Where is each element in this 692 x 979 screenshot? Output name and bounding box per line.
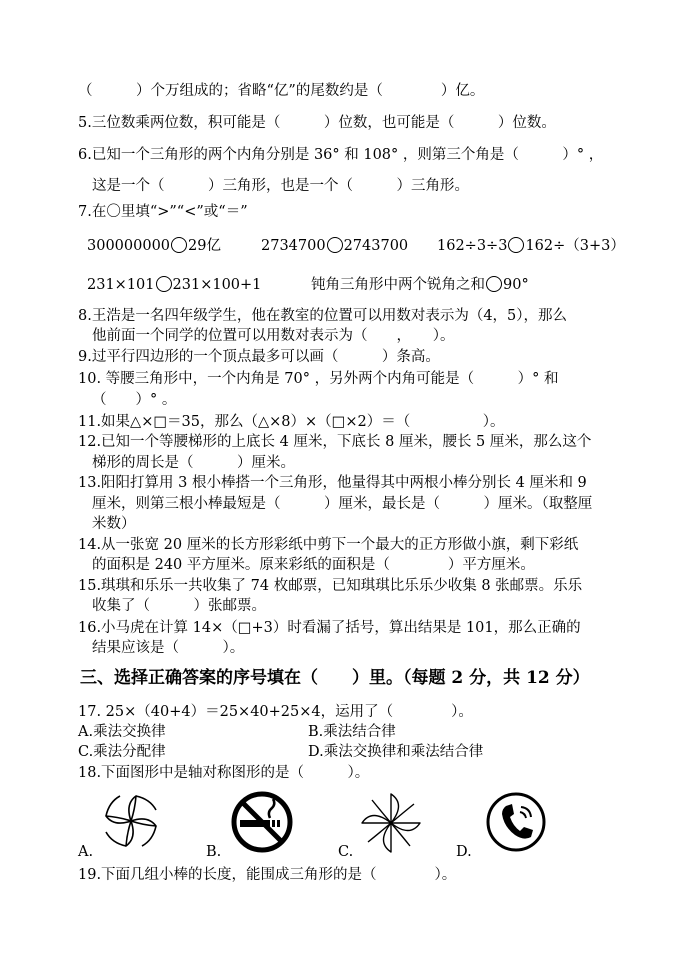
compare-b-left: 2734700 xyxy=(261,238,326,254)
question-6-line-1: 6.已知一个三角形的两个内角分别是 36° 和 108° ，则第三个角是（ ）° ， xyxy=(78,147,604,163)
question-17: 17. 25×（40+4）＝25×40+25×4，运用了（ ）。 xyxy=(78,704,473,720)
section-3-heading: 三、选择正确答案的序号填在（ ）里。（每题 2 分，共 12 分） xyxy=(80,668,590,688)
windmill-pinwheel-icon xyxy=(358,790,424,860)
figure-label-d: D. xyxy=(456,844,472,860)
question-16-line-2: 结果应该是（ ）。 xyxy=(92,640,245,656)
compare-b xyxy=(261,237,408,255)
question-15-line-1: 15.琪琪和乐乐一共收集了 74 枚邮票，已知琪琪比乐乐少收集 8 张邮票。乐乐 xyxy=(78,578,583,594)
compare-a-left: 300000000 xyxy=(87,238,171,254)
question-17-option-b: B.乘法结合律 xyxy=(308,724,396,740)
compare-a xyxy=(87,237,221,255)
question-8-line-1: 8.王浩是一名四年级学生，他在教室的位置可以用数对表示为（4，5），那么 xyxy=(78,308,568,324)
question-7: 7.在〇里填“>”“<”或“＝” xyxy=(78,204,248,220)
telephone-handset-icon xyxy=(484,790,548,858)
no-smoking-icon xyxy=(230,790,294,858)
question-19: 19.下面几组小棒的长度，能围成三角形的是（ ）。 xyxy=(78,867,457,883)
compare-c-left: 162÷3÷3 xyxy=(437,238,508,254)
line-q4-continuation: （ ）个万组成的；省略“亿”的尾数约是（ ）亿。 xyxy=(78,83,485,99)
question-14-line-1: 14.从一张宽 20 厘米的长方形彩纸中剪下一个最大的正方形做小旗，剩下彩纸 xyxy=(78,537,579,553)
compare-b-right: 2743700 xyxy=(343,238,409,254)
compare-d-right: 231×100+1 xyxy=(172,277,262,293)
question-8-line-2: 他前面一个同学的位置可以用数对表示为（ ， ）。 xyxy=(92,328,455,344)
question-13-line-1: 13.阳阳打算用 3 根小棒搭一个三角形，他量得其中两根小棒分别长 4 厘米和 9 xyxy=(78,475,587,491)
question-16-line-1: 16.小马虎在计算 14×（□+3）时看漏了括号，算出结果是 101，那么正确的 xyxy=(78,620,581,636)
question-14-line-2: 的面积是 240 平方厘米。原来彩纸的面积是（ ）平方厘米。 xyxy=(92,557,535,573)
compare-circle-a[interactable] xyxy=(171,237,187,253)
question-13-line-2: 厘米，则第三根小棒最短是（ ）厘米，最长是（ ）厘米。（取整厘 xyxy=(92,496,593,512)
question-11: 11.如果△×□＝35，那么（△×8）×（□×2）＝（ ）。 xyxy=(78,414,505,430)
question-12-line-2: 梯形的周长是（ ）厘米。 xyxy=(92,455,295,471)
compare-circle-b[interactable] xyxy=(327,237,343,253)
compare-circle-c[interactable] xyxy=(508,237,524,253)
question-13-line-3: 米数） xyxy=(92,516,136,532)
compare-circle-e[interactable] xyxy=(486,276,502,292)
compare-e xyxy=(311,276,529,294)
question-15-line-2: 收集了（ ）张邮票。 xyxy=(92,598,266,614)
compare-d-left: 231×101 xyxy=(87,277,155,293)
compare-a-right: 29亿 xyxy=(188,238,221,254)
question-12-line-1: 12.已知一个等腰梯形的上底长 4 厘米，下底长 8 厘米，腰长 5 厘米，那么这个 xyxy=(78,434,592,450)
question-6-line-2: 这是一个（ ）三角形，也是一个（ ）三角形。 xyxy=(92,178,469,194)
compare-e-left: 钝角三角形中两个锐角之和 xyxy=(311,277,485,293)
question-5: 5.三位数乘两位数，积可能是（ ）位数，也可能是（ ）位数。 xyxy=(78,115,556,131)
compare-e-right: 90° xyxy=(503,277,529,293)
question-17-option-c: C.乘法分配律 xyxy=(78,744,166,760)
compare-d xyxy=(87,276,261,294)
question-10-line-1: 10. 等腰三角形中，一个内角是 70° ，另外两个内角可能是（ ）° 和 xyxy=(78,371,559,387)
question-18: 18.下面图形中是轴对称图形的是（ ）。 xyxy=(78,765,370,781)
question-17-option-a: A.乘法交换律 xyxy=(78,724,166,740)
figure-label-c: C. xyxy=(338,844,354,860)
compare-circle-d[interactable] xyxy=(156,276,172,292)
pinwheel-swirl-icon xyxy=(100,790,162,856)
question-17-option-d: D.乘法交换律和乘法结合律 xyxy=(308,744,484,760)
figure-label-b: B. xyxy=(206,844,222,860)
compare-c xyxy=(437,237,625,255)
question-9: 9.过平行四边形的一个顶点最多可以画（ ）条高。 xyxy=(78,349,440,365)
compare-c-right: 162÷（3+3） xyxy=(525,238,625,254)
figure-label-a: A. xyxy=(78,844,94,860)
question-10-line-2: （ ）° 。 xyxy=(92,392,177,408)
